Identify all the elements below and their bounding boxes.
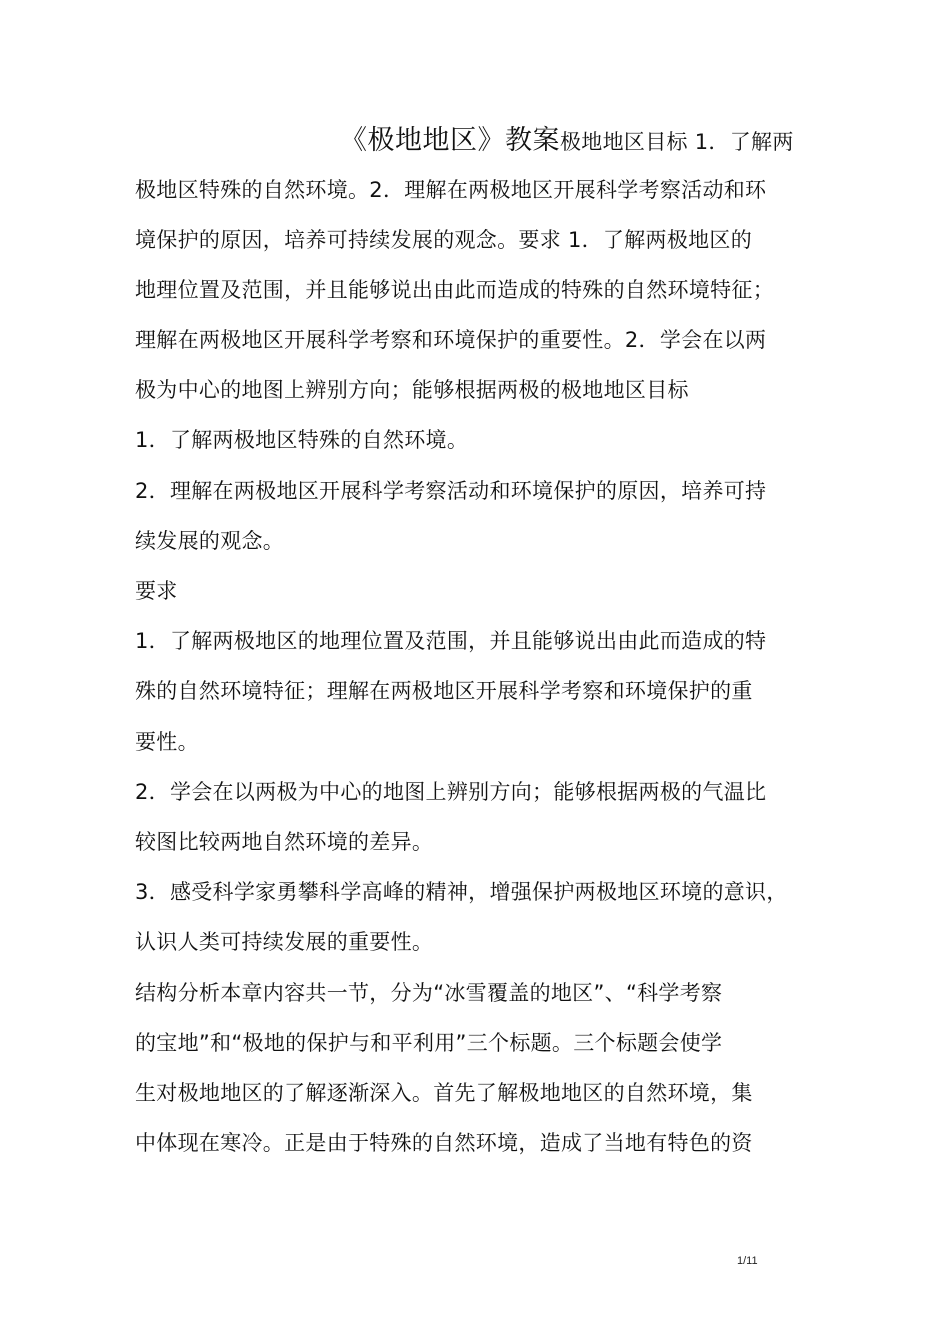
title-continuation: 极地地区目标 1．了解两 xyxy=(560,130,794,154)
objective-item-2: 2．理解在两极地区开展科学考察活动和环境保护的原因，培养可持 xyxy=(135,479,767,503)
requirement-item-2: 2．学会在以两极为中心的地图上辨别方向；能够根据两极的气温比 xyxy=(135,780,767,804)
structure-analysis-line: 结构分析本章内容共一节，分为“冰雪覆盖的地区”、“科学考察 xyxy=(135,981,723,1005)
page-number: 1/11 xyxy=(737,1255,758,1267)
paragraph-line: 中体现在寒冷。正是由于特殊的自然环境，造成了当地有特色的资 xyxy=(135,1131,753,1155)
paragraph-line: 境保护的原因，培养可持续发展的观念。要求 1．了解两极地区的 xyxy=(135,228,753,252)
paragraph-line: 的宝地”和“极地的保护与和平利用”三个标题。三个标题会使学 xyxy=(135,1031,723,1055)
paragraph-line: 极地区特殊的自然环境。2．理解在两极地区开展科学考察活动和环 xyxy=(135,178,767,202)
document-title: 《极地地区》教案 xyxy=(340,125,560,156)
requirement-item-3: 3．感受科学家勇攀科学高峰的精神，增强保护两极地区环境的意识， xyxy=(135,880,788,904)
paragraph-line: 认识人类可持续发展的重要性。 xyxy=(135,930,434,954)
paragraph-line: 较图比较两地自然环境的差异。 xyxy=(135,830,434,854)
paragraph-line: 理解在两极地区开展科学考察和环境保护的重要性。2．学会在以两 xyxy=(135,328,767,352)
section-heading-requirements: 要求 xyxy=(135,579,178,603)
paragraph-line: 极为中心的地图上辨别方向；能够根据两极的极地地区目标 xyxy=(135,378,689,402)
title-line xyxy=(340,124,794,161)
paragraph-line: 要性。 xyxy=(135,730,199,754)
paragraph-line: 殊的自然环境特征；理解在两极地区开展科学考察和环境保护的重 xyxy=(135,679,753,703)
paragraph-line: 生对极地地区的了解逐渐深入。首先了解极地地区的自然环境，集 xyxy=(135,1081,753,1105)
objective-item-1: 1．了解两极地区特殊的自然环境。 xyxy=(135,428,469,452)
paragraph-line: 续发展的观念。 xyxy=(135,529,285,553)
requirement-item-1: 1．了解两极地区的地理位置及范围，并且能够说出由此而造成的特 xyxy=(135,629,767,653)
paragraph-line: 地理位置及范围，并且能够说出由此而造成的特殊的自然环境特征； xyxy=(135,278,774,302)
